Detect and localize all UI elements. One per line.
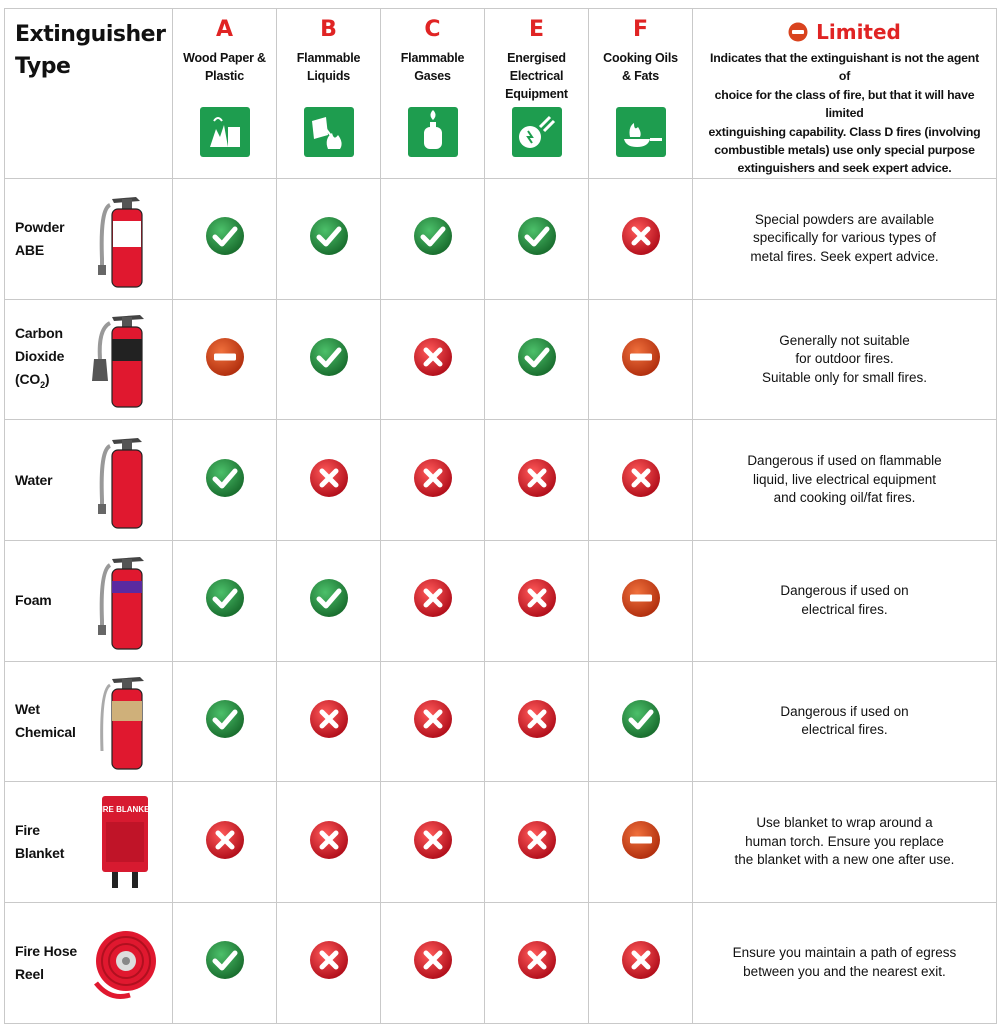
foam-extinguisher-icon	[90, 551, 160, 651]
not-suitable-cross-icon	[413, 337, 453, 382]
class-letter: F	[632, 17, 649, 42]
not-suitable-cross-icon	[309, 820, 349, 865]
class-b-rating-cell	[277, 178, 381, 299]
not-suitable-cross-icon	[309, 940, 349, 985]
class-name: Energised Electrical Equipment	[505, 51, 568, 101]
extinguisher-row	[5, 782, 997, 903]
not-suitable-cross-icon	[309, 458, 349, 503]
suitable-check-icon	[205, 699, 245, 744]
extinguisher-name-cell	[5, 420, 173, 541]
not-suitable-cross-icon	[413, 820, 453, 865]
suitable-check-icon	[205, 578, 245, 623]
extinguisher-name-cell	[5, 299, 173, 420]
class-e-header	[485, 9, 589, 179]
class-b-rating-cell	[277, 782, 381, 903]
extinguisher-description: Special powders are available specifically for various types of metal fires. Seek expert advice.	[693, 178, 997, 299]
not-suitable-cross-icon	[205, 820, 245, 865]
extinguisher-name-cell	[5, 178, 173, 299]
class-c-rating-cell	[381, 902, 485, 1023]
extinguisher-description: Dangerous if used on flammable liquid, live electrical equipment and cooking oil/fat fires.	[693, 420, 997, 541]
class-e-rating-cell	[485, 420, 589, 541]
class-c-rating-cell	[381, 299, 485, 420]
class-b-rating-cell	[277, 661, 381, 782]
extinguisher-suitability-table	[4, 8, 997, 1024]
class-b-rating-cell	[277, 540, 381, 661]
extinguisher-description: Dangerous if used on electrical fires.	[693, 661, 997, 782]
extinguisher-description: Dangerous if used on electrical fires.	[693, 540, 997, 661]
extinguisher-name: Foam	[15, 592, 52, 609]
class-f-rating-cell	[589, 178, 693, 299]
limited-minus-icon	[621, 820, 661, 865]
extinguisher-name: Water	[15, 471, 53, 488]
extinguisher-row	[5, 178, 997, 299]
electrical-equipment-icon	[512, 107, 562, 157]
not-suitable-cross-icon	[413, 940, 453, 985]
extinguisher-description: Use blanket to wrap around a human torch. Ensure you replace the blanket with a new one after use.	[693, 782, 997, 903]
class-a-rating-cell	[173, 782, 277, 903]
class-a-rating-cell	[173, 178, 277, 299]
class-a-rating-cell	[173, 902, 277, 1023]
class-f-rating-cell	[589, 420, 693, 541]
class-e-rating-cell	[485, 178, 589, 299]
powder-extinguisher-icon	[90, 189, 160, 289]
class-b-header	[277, 9, 381, 179]
flammable-liquids-icon	[304, 107, 354, 157]
limited-minus-icon	[621, 578, 661, 623]
class-c-rating-cell	[381, 661, 485, 782]
extinguisher-row	[5, 661, 997, 782]
class-f-rating-cell	[589, 782, 693, 903]
suitable-check-icon	[205, 216, 245, 261]
extinguisher-name-cell	[5, 902, 173, 1023]
co2-extinguisher-icon	[90, 309, 160, 409]
suitable-check-icon	[621, 699, 661, 744]
class-name: Flammable Liquids	[296, 51, 361, 83]
extinguisher-row	[5, 299, 997, 420]
extinguisher-name: Carbon Dioxide $(CO_2)$	[15, 324, 65, 390]
class-e-rating-cell	[485, 299, 589, 420]
not-suitable-cross-icon	[621, 216, 661, 261]
class-letter: C	[424, 17, 441, 42]
class-b-rating-cell	[277, 902, 381, 1023]
class-e-rating-cell	[485, 540, 589, 661]
flammable-gases-icon	[408, 107, 458, 157]
header-row	[5, 9, 997, 179]
class-b-rating-cell	[277, 299, 381, 420]
class-b-rating-cell	[277, 420, 381, 541]
class-name: Wood Paper & Plastic	[183, 51, 266, 83]
class-c-rating-cell	[381, 178, 485, 299]
limited-minus-icon	[205, 337, 245, 382]
extinguisher-name: Fire Hose Reel	[15, 942, 77, 982]
class-f-rating-cell	[589, 299, 693, 420]
limited-description: Indicates that the extinguishant is not the agent of choice for the class of fire, but that it will have limited extinguishing capability. Class D fires (involving combustible metals) use only special purpose extinguishers and seek expert advice.	[708, 51, 981, 176]
extinguisher-name: Wet Chemical	[15, 701, 76, 741]
fire-blanket-icon	[90, 792, 160, 892]
class-name: Flammable Gases	[400, 51, 465, 83]
class-c-rating-cell	[381, 782, 485, 903]
not-suitable-cross-icon	[413, 458, 453, 503]
class-a-header	[173, 9, 277, 179]
class-c-header	[381, 9, 485, 179]
suitable-check-icon	[309, 216, 349, 261]
extinguisher-name: Powder ABE	[15, 218, 65, 258]
extinguisher-name: Fire Blanket	[15, 822, 65, 862]
fire-hose-reel-icon	[90, 913, 160, 1013]
suitable-check-icon	[517, 216, 557, 261]
class-c-rating-cell	[381, 540, 485, 661]
limited-legend	[693, 9, 997, 179]
class-f-rating-cell	[589, 540, 693, 661]
class-a-rating-cell	[173, 420, 277, 541]
suitable-check-icon	[205, 940, 245, 985]
class-e-rating-cell	[485, 902, 589, 1023]
not-suitable-cross-icon	[517, 578, 557, 623]
suitable-check-icon	[413, 216, 453, 261]
not-suitable-cross-icon	[621, 458, 661, 503]
extinguisher-description: Ensure you maintain a path of egress between you and the nearest exit.	[693, 902, 997, 1023]
class-e-rating-cell	[485, 661, 589, 782]
not-suitable-cross-icon	[517, 699, 557, 744]
water-extinguisher-icon	[90, 430, 160, 530]
extinguisher-name-cell	[5, 661, 173, 782]
class-a-rating-cell	[173, 661, 277, 782]
class-a-rating-cell	[173, 299, 277, 420]
not-suitable-cross-icon	[621, 940, 661, 985]
class-f-rating-cell	[589, 661, 693, 782]
class-c-rating-cell	[381, 420, 485, 541]
not-suitable-cross-icon	[517, 940, 557, 985]
not-suitable-cross-icon	[517, 458, 557, 503]
suitable-check-icon	[309, 337, 349, 382]
limited-icon	[788, 22, 808, 42]
extinguisher-description: Generally not suitable for outdoor fires. Suitable only for small fires.	[693, 299, 997, 420]
class-letter: E	[528, 17, 545, 42]
class-name: Cooking Oils & Fats	[603, 51, 678, 83]
extinguisher-rows	[5, 178, 997, 1023]
limited-minus-icon	[621, 337, 661, 382]
limited-label: Limited	[816, 20, 901, 44]
wet-chemical-extinguisher-icon	[90, 671, 160, 771]
suitable-check-icon	[205, 458, 245, 503]
class-letter: A	[215, 17, 234, 42]
cooking-oils-fats-icon	[616, 107, 666, 157]
fire-blanket-label: FIRE BLANKET	[95, 805, 155, 815]
suitable-check-icon	[517, 337, 557, 382]
not-suitable-cross-icon	[413, 699, 453, 744]
class-a-rating-cell	[173, 540, 277, 661]
wood-paper-plastic-icon	[200, 107, 250, 157]
class-f-header	[589, 9, 693, 179]
extinguisher-name-cell	[5, 782, 173, 903]
class-f-rating-cell	[589, 902, 693, 1023]
suitable-check-icon	[309, 578, 349, 623]
not-suitable-cross-icon	[309, 699, 349, 744]
class-e-rating-cell	[485, 782, 589, 903]
not-suitable-cross-icon	[413, 578, 453, 623]
extinguisher-type-heading: Extinguisher Type	[5, 9, 173, 179]
not-suitable-cross-icon	[517, 820, 557, 865]
class-letter: B	[320, 17, 337, 42]
extinguisher-row	[5, 902, 997, 1023]
extinguisher-row	[5, 420, 997, 541]
extinguisher-name-cell	[5, 540, 173, 661]
extinguisher-row	[5, 540, 997, 661]
